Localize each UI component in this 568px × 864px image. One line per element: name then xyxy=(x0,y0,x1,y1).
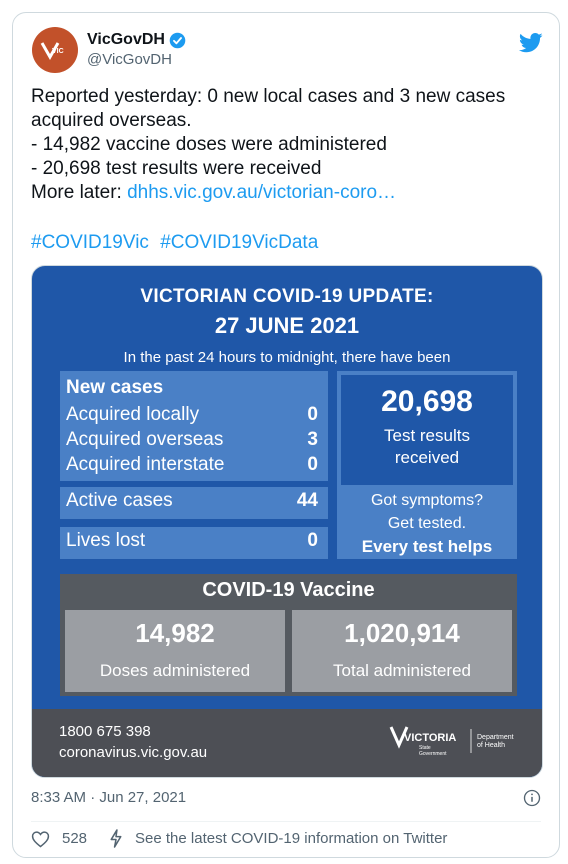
active-cases-label: Active cases xyxy=(66,490,173,511)
tests-label-line2: received xyxy=(394,448,460,467)
case-value: 0 xyxy=(307,404,318,425)
vaccine-title: COVID-19 Vaccine xyxy=(202,579,375,601)
total-value: 1,020,914 xyxy=(344,618,460,648)
lives-lost-label: Lives lost xyxy=(66,530,146,551)
heart-icon xyxy=(31,830,50,848)
active-cases-value: 44 xyxy=(296,490,318,511)
card-subtitle: In the past 24 hours to midnight, there have been xyxy=(123,349,451,366)
tweet-text xyxy=(31,85,543,205)
card-footer xyxy=(32,709,542,777)
like-button[interactable] xyxy=(31,830,87,848)
card-date: 27 JUNE 2021 xyxy=(214,313,360,338)
new-cases-row xyxy=(66,452,322,477)
case-label: Acquired locally xyxy=(66,404,200,425)
tweet-timestamp[interactable]: 8:33 AM · Jun 27, 2021 xyxy=(31,789,187,806)
covid-info-link[interactable] xyxy=(109,829,447,848)
case-label: Acquired interstate xyxy=(66,454,225,475)
tweet-card[interactable] xyxy=(12,12,560,858)
verified-badge-icon xyxy=(169,32,186,49)
account-name[interactable]: VicGovDH xyxy=(87,31,165,48)
card-title: VICTORIAN COVID-19 UPDATE: xyxy=(140,286,434,307)
svg-text:of Health: of Health xyxy=(477,742,506,749)
info-icon[interactable] xyxy=(523,789,541,807)
website-text: coronavirus.vic.gov.au xyxy=(59,744,208,761)
tweet-body: Reported yesterday: 0 new local cases and 3 new cases acquired overseas. - 14,982 vaccine doses were administered - 20,698 test results were received More later: xyxy=(31,86,506,203)
tests-value: 20,698 xyxy=(381,385,473,418)
case-value: 3 xyxy=(307,429,318,450)
doses-label: Doses administered xyxy=(99,661,251,680)
account-info[interactable] xyxy=(87,31,186,68)
tests-panel xyxy=(337,371,517,559)
avatar[interactable] xyxy=(32,27,78,73)
covid-info-text[interactable]: See the latest COVID-19 information on Twitter xyxy=(135,830,448,847)
victoria-government-logo xyxy=(389,723,519,759)
divider xyxy=(31,821,541,822)
vic-logo-icon xyxy=(40,40,70,60)
case-value: 0 xyxy=(307,454,318,475)
hashtag-covid19vicdata[interactable]: #COVID19VicData xyxy=(160,232,319,253)
twitter-bird-icon[interactable] xyxy=(519,33,543,53)
doses-value: 14,982 xyxy=(135,618,215,648)
svg-text:Government: Government xyxy=(419,751,447,757)
total-label: Total administered xyxy=(333,661,471,680)
hashtags xyxy=(31,232,324,254)
new-cases-row xyxy=(66,427,322,452)
lightning-icon xyxy=(109,829,123,848)
symptoms-line1: Got symptoms? xyxy=(370,492,484,509)
new-cases-heading: New cases xyxy=(66,377,164,398)
hashtag-covid19vic[interactable]: #COVID19Vic xyxy=(31,232,149,253)
card-header xyxy=(32,286,542,366)
case-label: Acquired overseas xyxy=(66,429,224,450)
vaccine-panel xyxy=(60,574,517,696)
symptoms-message xyxy=(337,489,517,558)
svg-text:VICTORIA: VICTORIA xyxy=(404,732,457,744)
lives-lost-panel xyxy=(60,527,328,559)
new-cases-row xyxy=(66,402,322,427)
doses-box xyxy=(65,610,285,692)
update-image[interactable] xyxy=(31,265,543,778)
like-count[interactable]: 528 xyxy=(62,830,88,847)
account-handle[interactable]: @VicGovDH xyxy=(87,51,172,68)
symptoms-line2: Get tested. xyxy=(387,515,467,532)
new-cases-panel xyxy=(60,371,328,481)
total-box xyxy=(292,610,512,692)
lives-lost-value: 0 xyxy=(307,530,318,551)
svg-text:VIC: VIC xyxy=(52,48,64,55)
tests-label-line1: Test results xyxy=(384,426,470,445)
active-cases-panel xyxy=(60,487,328,519)
svg-text:Department: Department xyxy=(477,734,514,741)
symptoms-line3: Every test helps xyxy=(361,537,493,556)
hotline-number: 1800 675 398 xyxy=(59,723,151,740)
tweet-actions xyxy=(31,829,447,848)
tests-box xyxy=(341,375,513,485)
tweet-link[interactable]: dhhs.vic.gov.au/victorian-coro… xyxy=(127,182,397,203)
svg-text:State: State xyxy=(419,745,431,751)
